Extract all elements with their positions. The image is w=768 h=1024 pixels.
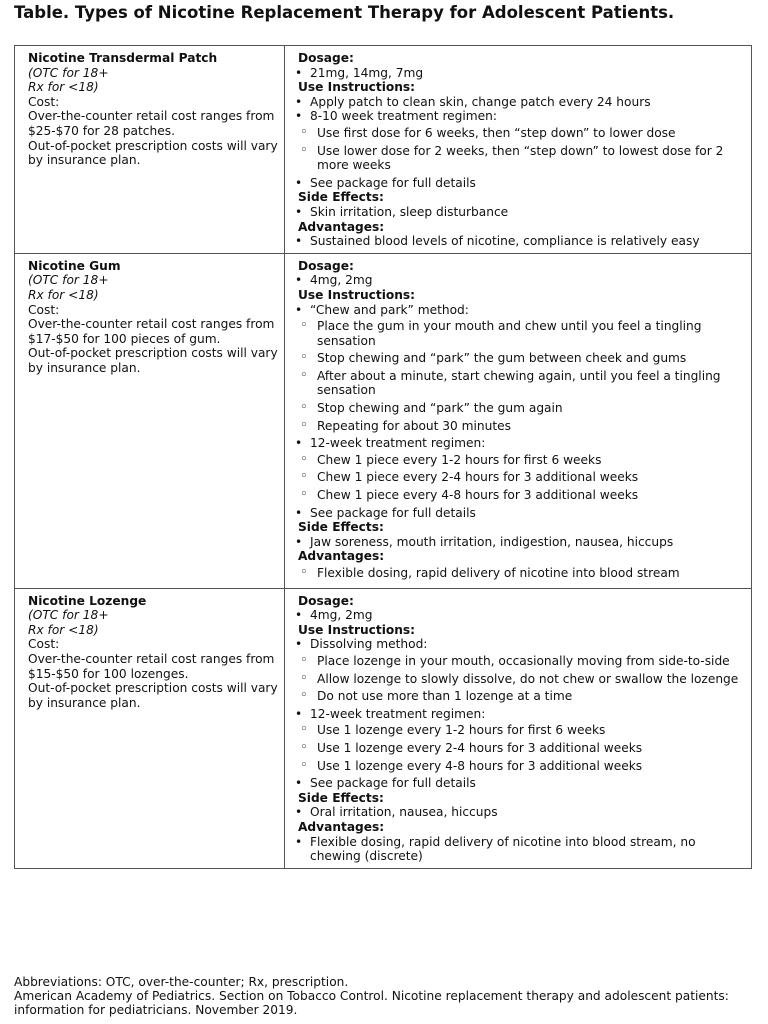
rx-note: Rx for <18) — [28, 622, 99, 637]
therapy-name: Nicotine Gum — [28, 258, 121, 273]
advantages-heading: Advantages: — [298, 219, 385, 234]
use-instructions-heading: Use Instructions: — [298, 80, 416, 95]
otc-note: (OTC for 18+ — [28, 65, 109, 80]
instruction-item: • See package for full details — [298, 776, 745, 791]
instruction-subitem: ◦ Use 1 lozenge every 1-2 hours for first 6 weeks — [298, 723, 745, 738]
instruction-subitem: ◦ Use lower dose for 2 weeks, then “step down” to lowest dose for 2 more weeks — [298, 144, 745, 173]
dosage-item: • 4mg, 2mg — [298, 273, 745, 288]
dosage-item: • 21mg, 14mg, 7mg — [298, 66, 745, 81]
instruction-item: • See package for full details — [298, 176, 745, 191]
cost-label: Cost: — [28, 637, 60, 652]
therapy-summary-cell — [15, 588, 285, 868]
out-of-pocket-text: Out-of-pocket prescription costs will vary by insurance plan. — [28, 346, 278, 375]
therapy-name: Nicotine Lozenge — [28, 593, 147, 608]
cost-text: Over-the-counter retail cost ranges from $25-$70 for 28 patches. — [28, 109, 275, 138]
table-title: Table. Types of Nicotine Replacement Therapy for Adolescent Patients. — [14, 3, 675, 22]
instruction-item: • “Chew and park” method: — [298, 303, 745, 318]
cost-text: Over-the-counter retail cost ranges from $15-$50 for 100 lozenges. — [28, 651, 275, 681]
instruction-item: • 8-10 week treatment regimen: — [298, 109, 745, 124]
instruction-subitem: ◦ After about a minute, start chewing again, until you feel a tingling sensation — [298, 369, 745, 398]
cost-label: Cost: — [28, 94, 60, 109]
out-of-pocket-text: Out-of-pocket prescription costs will vary by insurance plan. — [28, 138, 278, 168]
side-effects-heading: Side Effects: — [298, 190, 384, 205]
side-effects-heading: Side Effects: — [298, 790, 384, 805]
citation-note: American Academy of Pediatrics. Section on Tobacco Control. Nicotine replacement therapy and adolescent patients: information for pediatricians. November 2019. — [14, 989, 729, 1018]
cost-label: Cost: — [28, 302, 60, 317]
cost-text: Over-the-counter retail cost ranges from $17-$50 for 100 pieces of gum. — [28, 317, 275, 346]
therapy-summary-cell — [15, 253, 285, 588]
advantages-heading: Advantages: — [298, 819, 385, 834]
instruction-item: • 12-week treatment regimen: — [298, 707, 745, 722]
therapy-row — [15, 588, 752, 868]
therapy-details-cell — [285, 253, 752, 588]
table-footnotes — [14, 975, 754, 1018]
instruction-subitem: ◦ Allow lozenge to slowly dissolve, do not chew or swallow the lozenge — [298, 672, 745, 687]
instruction-item: • Apply patch to clean skin, change patch every 24 hours — [298, 95, 745, 110]
abbreviations-note: Abbreviations: OTC, over-the-counter; Rx, prescription. — [14, 975, 349, 989]
instruction-item: • See package for full details — [298, 506, 745, 521]
rx-note: Rx for <18) — [28, 287, 99, 302]
advantages-heading: Advantages: — [298, 549, 385, 564]
otc-note: (OTC for 18+ — [28, 608, 109, 623]
instruction-subitem: ◦ Use 1 lozenge every 4-8 hours for 3 additional weeks — [298, 759, 745, 774]
instruction-subitem: ◦ Repeating for about 30 minutes — [298, 419, 745, 434]
nrt-table — [14, 45, 752, 869]
instruction-item: • 12-week treatment regimen: — [298, 436, 745, 451]
advantages-list — [298, 835, 745, 864]
instruction-subitem: ◦ Stop chewing and “park” the gum between cheek and gums — [298, 351, 745, 366]
advantages-list — [298, 234, 745, 249]
dosage-list — [298, 608, 745, 623]
instruction-subitem: ◦ Place lozenge in your mouth, occasionally moving from side-to-side — [298, 654, 745, 669]
advantage-item: ◦ Flexible dosing, rapid delivery of nicotine into blood stream — [298, 566, 745, 581]
instruction-subitem: ◦ Use first dose for 6 weeks, then “step down” to lower dose — [298, 126, 745, 141]
therapy-row — [15, 253, 752, 588]
therapy-name: Nicotine Transdermal Patch — [28, 51, 218, 65]
rx-note: Rx for <18) — [28, 80, 99, 95]
out-of-pocket-text: Out-of-pocket prescription costs will vary by insurance plan. — [28, 681, 278, 710]
therapy-summary-cell — [15, 46, 285, 254]
therapy-details-cell — [285, 588, 752, 868]
side-effect-item: • Oral irritation, nausea, hiccups — [298, 805, 745, 820]
instruction-subitem: ◦ Use 1 lozenge every 2-4 hours for 3 additional weeks — [298, 741, 745, 756]
advantage-item: • Flexible dosing, rapid delivery of nicotine into blood stream, no chewing (discrete) — [298, 835, 745, 864]
instruction-subitem: ◦ Chew 1 piece every 4-8 hours for 3 additional weeks — [298, 488, 745, 503]
use-instructions-heading: Use Instructions: — [298, 287, 416, 302]
dosage-list — [298, 273, 745, 288]
instruction-subitem: ◦ Place the gum in your mouth and chew until you feel a tingling sensation — [298, 319, 745, 348]
side-effects-list — [298, 805, 745, 820]
instruction-subitem: ◦ Chew 1 piece every 1-2 hours for first 6 weeks — [298, 453, 745, 468]
side-effects-heading: Side Effects: — [298, 520, 384, 535]
instructions-list — [298, 637, 745, 790]
advantage-item: • Sustained blood levels of nicotine, compliance is relatively easy — [298, 234, 745, 249]
nrt-table-body — [15, 46, 752, 869]
instruction-subitem: ◦ Do not use more than 1 lozenge at a time — [298, 689, 745, 704]
side-effects-list — [298, 535, 745, 550]
therapy-row — [15, 46, 752, 254]
dosage-heading: Dosage: — [298, 593, 354, 608]
therapy-details-cell — [285, 46, 752, 254]
dosage-heading: Dosage: — [298, 258, 354, 273]
instruction-item: • Dissolving method: — [298, 637, 745, 652]
side-effects-list — [298, 205, 745, 220]
side-effect-item: • Jaw soreness, mouth irritation, indigestion, nausea, hiccups — [298, 535, 745, 550]
instructions-list — [298, 95, 745, 191]
instruction-subitem: ◦ Chew 1 piece every 2-4 hours for 3 additional weeks — [298, 470, 745, 485]
advantages-list — [298, 566, 745, 581]
instruction-subitem: ◦ Stop chewing and “park” the gum again — [298, 401, 745, 416]
dosage-heading: Dosage: — [298, 51, 354, 65]
dosage-item: • 4mg, 2mg — [298, 608, 745, 623]
use-instructions-heading: Use Instructions: — [298, 622, 416, 637]
instructions-list — [298, 303, 745, 521]
side-effect-item: • Skin irritation, sleep disturbance — [298, 205, 745, 220]
otc-note: (OTC for 18+ — [28, 273, 109, 288]
dosage-list — [298, 66, 745, 81]
